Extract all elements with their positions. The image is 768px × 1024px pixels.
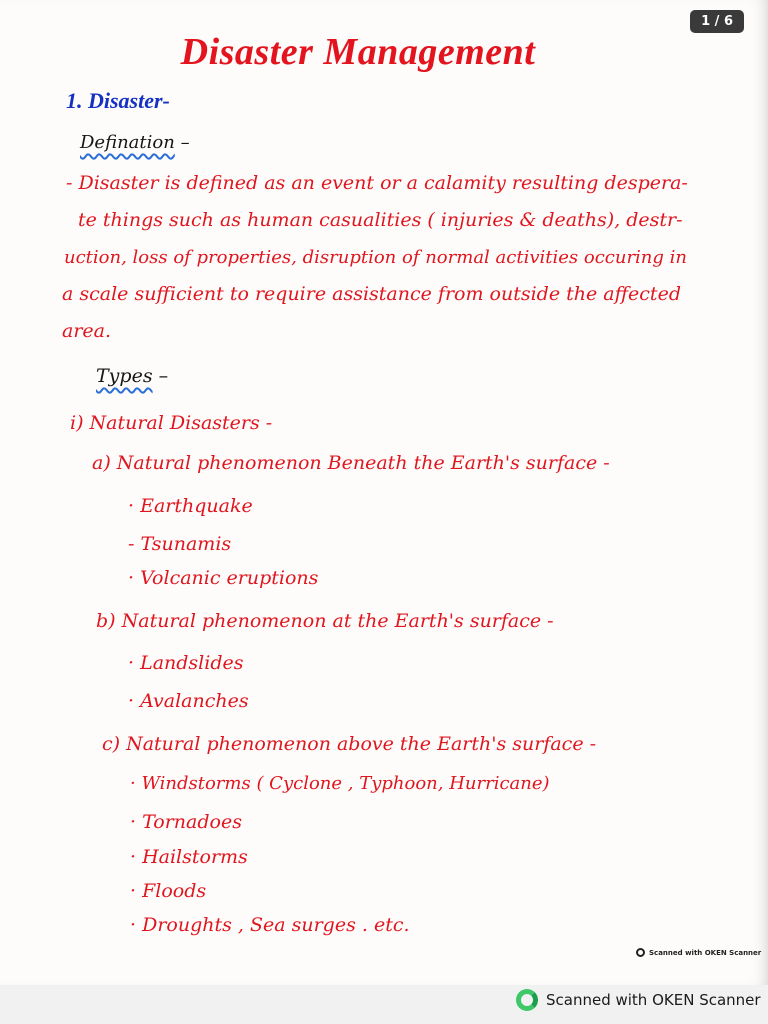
scanner-watermark-small-text: Scanned with OKEN Scanner bbox=[649, 948, 762, 957]
list-item: · Earthquake bbox=[128, 495, 253, 517]
scanner-logo-icon bbox=[636, 948, 645, 957]
types-heading-row bbox=[96, 365, 168, 387]
natural-disasters-heading: i) Natural Disasters - bbox=[70, 412, 273, 434]
section-heading: 1. Disaster- bbox=[66, 88, 170, 113]
list-item: · Droughts , Sea surges . etc. bbox=[130, 914, 410, 936]
definition-line: area. bbox=[62, 320, 112, 342]
page-counter: 1 / 6 bbox=[690, 10, 744, 33]
oken-scanner-logo-icon bbox=[516, 989, 538, 1011]
subheading-at-surface: b) Natural phenomenon at the Earth's surface - bbox=[96, 610, 554, 632]
scanner-watermark-large-text: Scanned with OKEN Scanner bbox=[546, 991, 761, 1009]
list-item: · Tornadoes bbox=[130, 811, 242, 833]
subheading-above-surface: c) Natural phenomenon above the Earth's surface - bbox=[102, 733, 597, 755]
scanner-watermark-large bbox=[516, 989, 761, 1011]
page-title: Disaster Management bbox=[180, 31, 536, 73]
list-item: · Floods bbox=[130, 880, 207, 902]
list-item: · Windstorms ( Cyclone , Typhoon, Hurricane) bbox=[130, 773, 550, 794]
definition-heading: Defination bbox=[80, 132, 175, 153]
list-item: · Hailstorms bbox=[130, 846, 248, 868]
list-item: - Tsunamis bbox=[128, 533, 232, 555]
definition-line: uction, loss of properties, disruption of normal activities occuring in bbox=[64, 247, 687, 268]
definition-line: - Disaster is defined as an event or a calamity resulting despera- bbox=[66, 172, 688, 194]
list-item: · Volcanic eruptions bbox=[128, 567, 319, 589]
scanner-watermark-small bbox=[636, 948, 761, 957]
types-heading: Types bbox=[96, 365, 153, 387]
list-item: · Avalanches bbox=[128, 690, 249, 712]
subheading-beneath-surface: a) Natural phenomenon Beneath the Earth's surface - bbox=[92, 452, 610, 474]
definition-heading-dash: – bbox=[180, 132, 190, 153]
definition-heading-row bbox=[80, 132, 190, 153]
list-item: · Landslides bbox=[128, 652, 244, 674]
types-heading-dash: – bbox=[158, 365, 169, 387]
definition-line: te things such as human casualities ( injuries & deaths), destr- bbox=[78, 209, 683, 231]
definition-line: a scale sufficient to require assistance from outside the affected bbox=[62, 283, 681, 305]
